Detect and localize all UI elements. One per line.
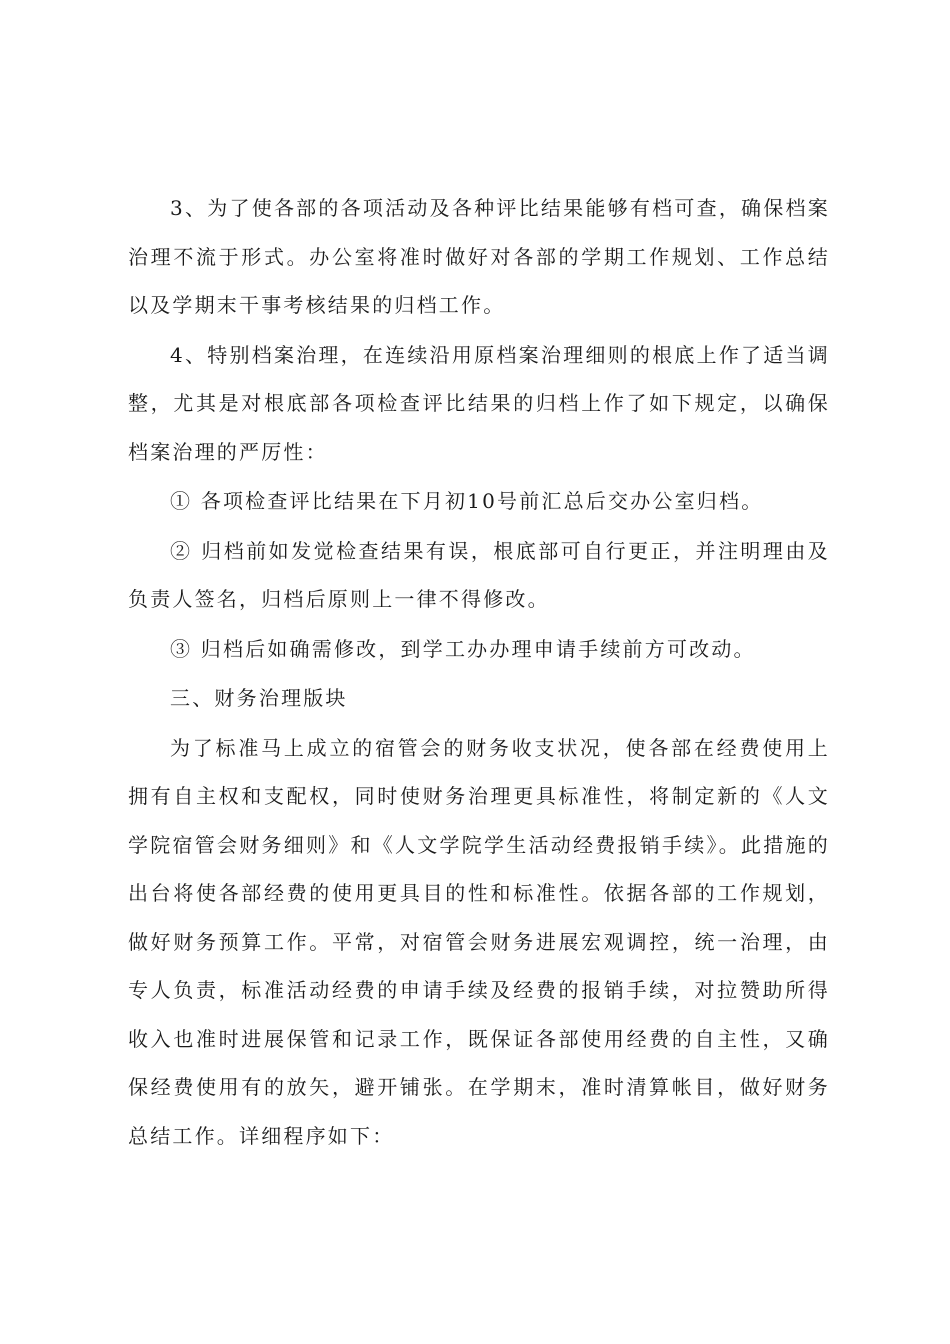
paragraph-archive-checking: 3、为了使各部的各项活动及各种评比结果能够有档可查，确保档案治理不流于形式。办公室将准时做好对各部的学期工作规划、工作总结以及学期末干事考核结果的归档工作。: [128, 196, 830, 317]
paragraph-finance-management: 为了标准马上成立的宿管会的财务收支状况，使各部在经费使用上拥有自主权和支配权，同时使财务治理更具标准性，将制定新的《人文学院宿管会财务细则》和《人文学院学生活动经费报销手续》。此措施的出台将使各部经费的使用更具目的性和标准性。依据各部的工作规划，做好财务预算工作。平常，对宿管会财务进展宏观调控，统一治理，由专人负责，标准活动经费的申请手续及经费的报销手续，对拉赞助所得收入也准时进展保管和记录工作，既保证各部使用经费的自主性，又确保经费使用有的放矢，避开铺张。在学期末，准时清算帐目，做好财务总结工作。详细程序如下：: [128, 735, 830, 1148]
section-heading-finance: 三、财务治理版块: [170, 686, 348, 710]
paragraph-special-archives: 4、特别档案治理，在连续沿用原档案治理细则的根底上作了适当调整，尤其是对根底部各项检查评比结果的归档上作了如下规定，以确保档案治理的严厉性：: [128, 342, 830, 464]
list-item-rule-3: ③ 归档后如确需修改，到学工办办理申请手续前方可改动。: [170, 636, 756, 661]
list-item-rule-1: ① 各项检查评比结果在下月初10号前汇总后交办公室归档。: [170, 489, 764, 513]
document-body: [128, 184, 830, 1160]
list-item-rule-2: ② 归档前如发觉检查结果有误，根底部可自行更正，并注明理由及负责人签名，归档后原则上一律不得修改。: [128, 538, 830, 611]
